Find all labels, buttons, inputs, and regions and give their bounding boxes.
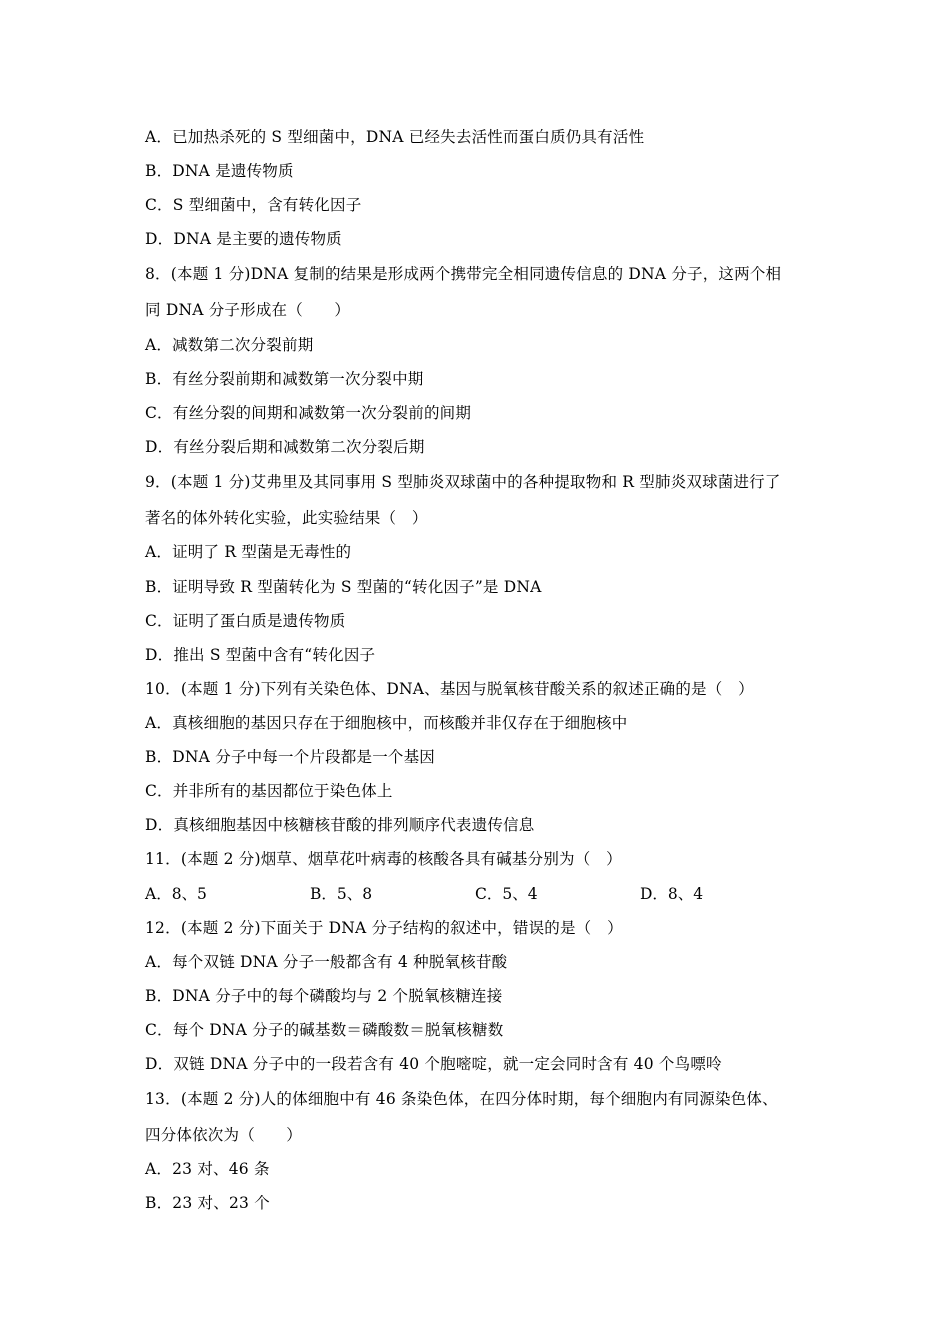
q11-option-a: A．8、5 xyxy=(145,885,207,903)
q8-option-c: C．有丝分裂的间期和减数第一次分裂前的间期 xyxy=(145,404,472,422)
q13-option-b: B．23 对、23 个 xyxy=(145,1194,270,1212)
q11-option-b: B．5、8 xyxy=(310,885,373,903)
q9-option-b: B．证明导致 R 型菌转化为 S 型菌的“转化因子”是 DNA xyxy=(145,578,542,596)
q9-option-c: C．证明了蛋白质是遗传物质 xyxy=(145,612,346,630)
q10-option-a: A．真核细胞的基因只存在于细胞核中，而核酸并非仅存在于细胞核中 xyxy=(145,714,628,732)
q13-stem-line2: 四分体依次为（ ） xyxy=(145,1126,303,1144)
q8-option-b: B．有丝分裂前期和减数第一次分裂中期 xyxy=(145,370,424,388)
q9-stem-line2: 著名的体外转化实验，此实验结果（ ） xyxy=(145,509,428,527)
q13-stem-line1: 13．(本题 2 分)人的体细胞中有 46 条染色体，在四分体时期，每个细胞内有同源染色体、 xyxy=(145,1090,778,1108)
q7-option-a: A．已加热杀死的 S 型细菌中，DNA 已经失去活性而蛋白质仍具有活性 xyxy=(145,128,645,146)
q12-option-c: C．每个 DNA 分子的碱基数＝磷酸数＝脱氧核糖数 xyxy=(145,1021,504,1039)
q7-option-d: D．DNA 是主要的遗传物质 xyxy=(145,230,342,248)
q12-option-a: A．每个双链 DNA 分子一般都含有 4 种脱氧核苷酸 xyxy=(145,953,508,971)
q9-option-d: D．推出 S 型菌中含有“转化因子 xyxy=(145,646,376,664)
q10-option-b: B．DNA 分子中每一个片段都是一个基因 xyxy=(145,748,436,766)
q12-stem: 12．(本题 2 分)下面关于 DNA 分子结构的叙述中，错误的是（ ） xyxy=(145,919,623,937)
q12-option-d: D．双链 DNA 分子中的一段若含有 40 个胞嘧啶，就一定会同时含有 40 个鸟嘌呤 xyxy=(145,1055,722,1073)
q7-option-c: C．S 型细菌中，含有转化因子 xyxy=(145,196,362,214)
q8-option-d: D．有丝分裂后期和减数第二次分裂后期 xyxy=(145,438,425,456)
q10-option-d: D．真核细胞基因中核糖核苷酸的排列顺序代表遗传信息 xyxy=(145,816,535,834)
q11-option-d: D．8、4 xyxy=(640,885,704,903)
q11-stem: 11．(本题 2 分)烟草、烟草花叶病毒的核酸各具有碱基分别为（ ） xyxy=(145,850,622,868)
q9-stem-line1: 9．(本题 1 分)艾弗里及其同事用 S 型肺炎双球菌中的各种提取物和 R 型肺炎双球菌进行了 xyxy=(145,473,781,491)
q8-option-a: A．减数第二次分裂前期 xyxy=(145,336,314,354)
q10-stem: 10．(本题 1 分)下列有关染色体、DNA、基因与脱氧核苷酸关系的叙述正确的是（ ） xyxy=(145,680,754,698)
q10-option-c: C．并非所有的基因都位于染色体上 xyxy=(145,782,393,800)
q8-stem-line1: 8．(本题 1 分)DNA 复制的结果是形成两个携带完全相同遗传信息的 DNA 分子，这两个相 xyxy=(145,265,782,283)
q12-option-b: B．DNA 分子中的每个磷酸均与 2 个脱氧核糖连接 xyxy=(145,987,503,1005)
q11-option-c: C．5、4 xyxy=(475,885,538,903)
q7-option-b: B．DNA 是遗传物质 xyxy=(145,162,294,180)
q13-option-a: A．23 对、46 条 xyxy=(145,1160,270,1178)
q8-stem-line2: 同 DNA 分子形成在（ ） xyxy=(145,301,351,319)
q9-option-a: A．证明了 R 型菌是无毒性的 xyxy=(145,543,352,561)
